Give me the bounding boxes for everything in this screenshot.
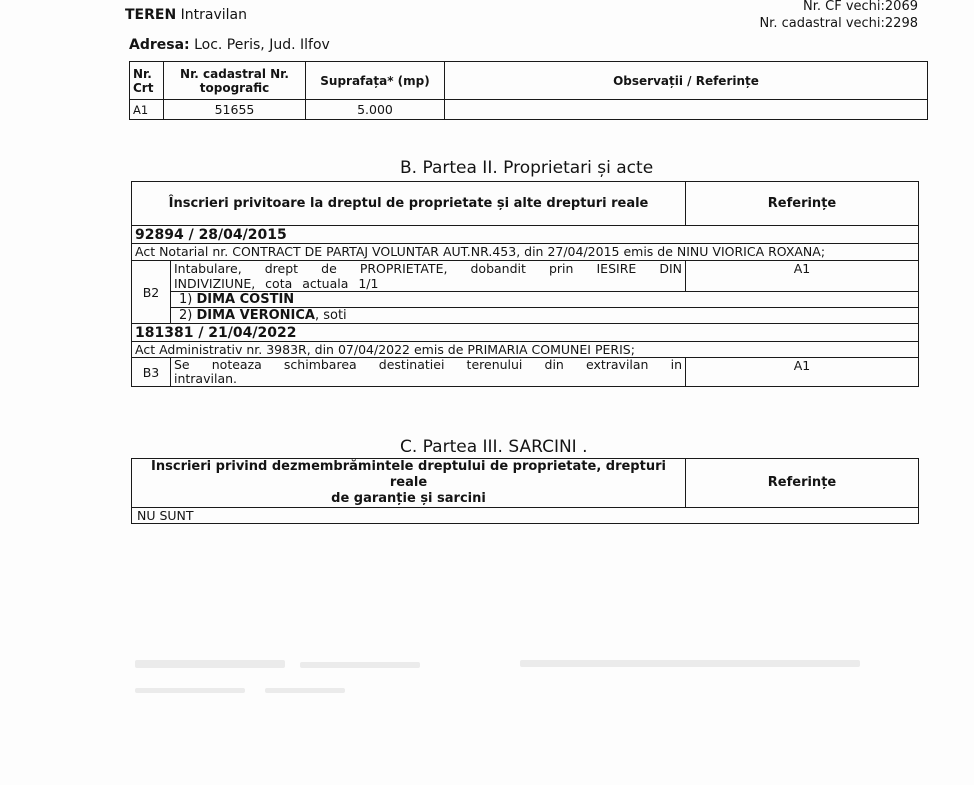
scan-smudge: [265, 688, 345, 693]
owner-1-name: DIMA COSTIN: [196, 292, 295, 307]
entry-text-line1: Intabulare, drept de PROPRIETATE, dobandit prin IESIRE DIN: [174, 261, 682, 276]
parcel-header-row: [130, 62, 928, 100]
col-inscrieri-sarcini: [132, 459, 686, 508]
col-suprafata: Suprafața* (mp): [306, 62, 445, 100]
entry-act-row: [132, 342, 919, 358]
land-type-rest: Intravilan: [180, 7, 247, 23]
entry-id-row: [132, 226, 919, 244]
land-type: [125, 7, 247, 23]
cell-cadastral: 51655: [164, 100, 306, 120]
entry-ref: A1: [686, 261, 919, 292]
entry-act: [132, 244, 919, 261]
cadastral-vechi: Nr. cadastral vechi:2298: [759, 16, 918, 31]
entry-act-text: Act Notarial nr. CONTRACT DE PARTAJ VOLUNTAR AUT.NR.453, din 27/04/2015 emis de NINU VIORICA ROXANA;: [135, 244, 826, 259]
entry-id-row: [132, 324, 919, 342]
entry-code: B3: [132, 358, 171, 387]
entry-code: B2: [132, 261, 171, 324]
entry-id: 92894 / 28/04/2015: [132, 226, 919, 244]
entry-b3-row: [132, 358, 919, 387]
entry-b2-row: [132, 261, 919, 292]
section-c-title: C. Partea III. SARCINI .: [400, 437, 588, 457]
encumbrances-header-row: [132, 459, 919, 508]
col-inscrieri: Înscrieri privitoare la dreptul de proprietate și alte drepturi reale: [132, 182, 686, 226]
cell-nr: A1: [130, 100, 164, 120]
entry-text-line2: INDIVIZIUNE, cota actuala 1/1: [174, 276, 379, 291]
owners-table: [131, 181, 919, 387]
cell-suprafata: 5.000: [306, 100, 445, 120]
owner-2-name: DIMA VERONICA: [196, 308, 315, 323]
entry-ref: A1: [686, 358, 919, 387]
entry-text-line1: Se noteaza schimbarea destinatiei terenului din extravilan in: [174, 357, 682, 372]
section-b-title: B. Partea II. Proprietari și acte: [400, 158, 654, 178]
entry-text-line2: intravilan.: [174, 371, 237, 386]
parcel-table: [129, 61, 928, 120]
owners-header-row: [132, 182, 919, 226]
owner-row: [132, 308, 919, 324]
old-identifiers: [759, 0, 918, 32]
address-value: Loc. Peris, Jud. Ilfov: [194, 37, 330, 53]
col-cadastral: Nr. cadastral Nr. topografic: [164, 62, 306, 100]
table-row: [130, 100, 928, 120]
header-line-1: Inscrieri privind dezmembrămintele dreptului de proprietate, drepturi reale: [151, 459, 666, 490]
header-line-2: de garanție și sarcini: [331, 491, 486, 506]
entry-act: Act Administrativ nr. 3983R, din 07/04/2022 emis de PRIMARIA COMUNEI PERIS;: [132, 342, 919, 358]
col-observatii: Observații / Referințe: [445, 62, 928, 100]
scan-smudge: [135, 688, 245, 693]
owner-2-num: 2): [179, 308, 193, 323]
col-referinte: Referințe: [686, 182, 919, 226]
col-nr-crt: Nr. Crt: [130, 62, 164, 100]
address-label: Adresa:: [129, 37, 190, 53]
scan-smudge: [520, 660, 860, 667]
owner-2: [171, 308, 919, 324]
entry-text: [171, 261, 686, 292]
entry-text: [171, 358, 686, 387]
owner-row: [132, 292, 919, 308]
table-row: [132, 508, 919, 524]
entry-id: 181381 / 21/04/2022: [132, 324, 919, 342]
owner-1-num: 1): [179, 292, 193, 307]
owner-1: [171, 292, 919, 308]
owner-2-suffix: , soti: [314, 308, 347, 323]
scan-smudge: [135, 660, 285, 668]
address: [129, 37, 330, 53]
col-referinte: Referințe: [686, 459, 919, 508]
scan-smudge: [300, 662, 420, 668]
land-type-bold: TEREN: [125, 7, 177, 23]
cf-vechi: Nr. CF vechi:2069: [803, 0, 918, 14]
encumbrances-table: [131, 458, 919, 524]
cell-observatii: [445, 100, 928, 120]
entry-act-row: [132, 244, 919, 261]
encumbrances-value: NU SUNT: [132, 508, 919, 524]
